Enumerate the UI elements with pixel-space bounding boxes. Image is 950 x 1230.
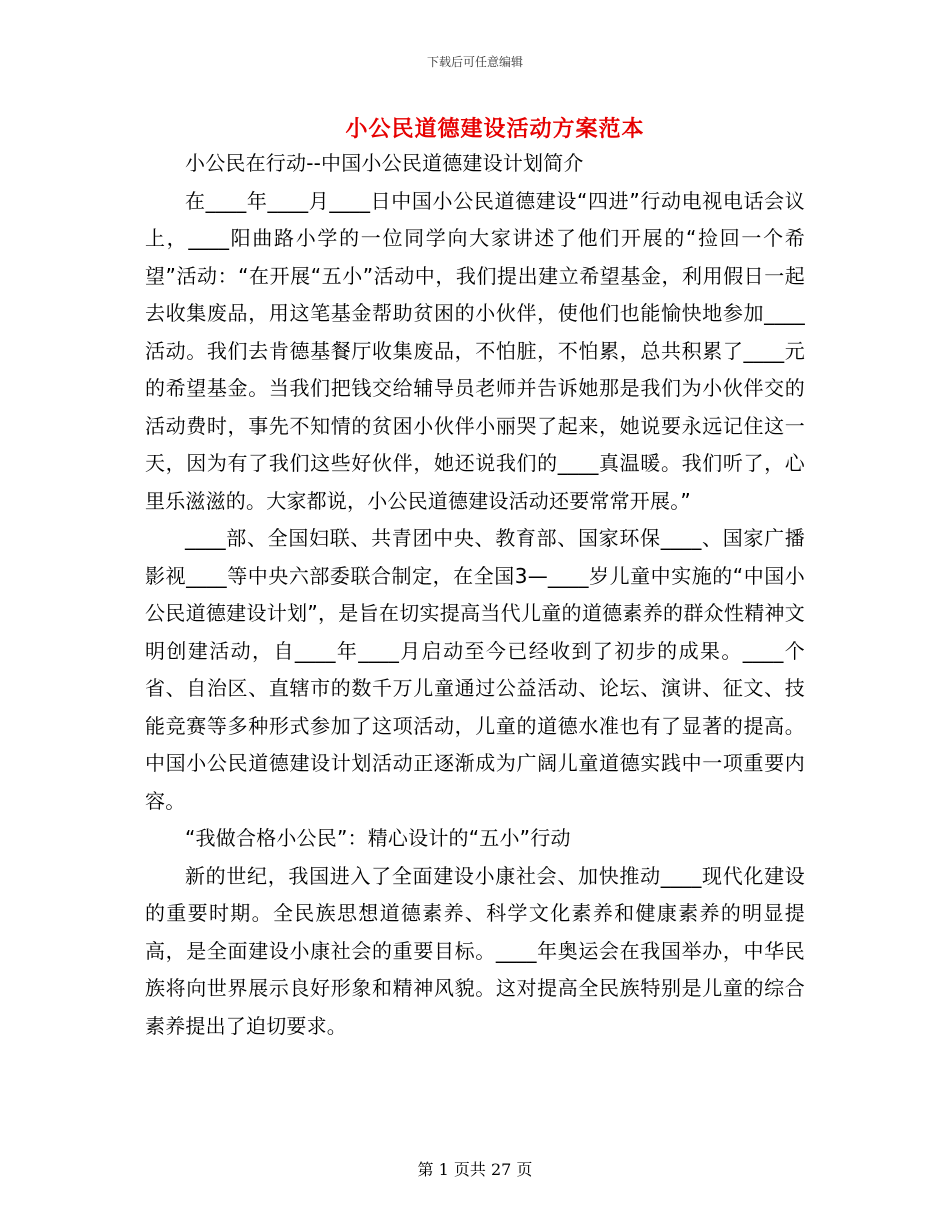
paragraph-new-century: 新的世纪，我国进入了全面建设小康社会、加快推动____现代化建设的重要时期。全民族思想道德素养、科学文化素养和健康素养的明显提高，是全面建设小康社会的重要目标。____年奥运会在我国举办，中华民族将向世界展示良好形象和精神风貌。这对提高全民族特别是儿童的综合素养提出了迫切要求。 <box>145 863 805 1038</box>
paragraph-plan-overview: ____部、全国妇联、共青团中央、教育部、国家环保____、国家广播影视____等中央六部委联合制定，在全国3—____岁儿童中实施的“中国小公民道德建设计划”，是旨在切实提高当代儿童的道德素养的群众性精神文明创建活动，自____年____月启动至今已经收到了初步的成果。____个省、自治区、直辖市的数千万儿童通过公益活动、论坛、演讲、征文、技能竞赛等多种形式参加了这项活动，儿童的道德水准也有了显著的提高。中国小公民道德建设计划活动正逐渐成为广阔儿童道德实践中一项重要内容。 <box>145 526 805 813</box>
page-header-note: 下载后可任意编辑 <box>426 55 523 69</box>
document-body <box>145 145 805 1045</box>
document-title: 小公民道德建设活动方案范本 <box>345 116 645 142</box>
paragraph-section-heading: “我做合格小公民”：精心设计的“五小”行动 <box>185 826 571 850</box>
page-number: 第 1 页共 27 页 <box>417 1160 533 1179</box>
paragraph-intro-heading: 小公民在行动--中国小公民道德建设计划简介 <box>185 151 584 175</box>
paragraph-story: 在____年____月____日中国小公民道德建设“四进”行动电视电话会议上，____阳曲路小学的一位同学向大家讲述了他们开展的“捡回一个希望”活动：“在开展“五小”活动中，我们提出建立希望基金，利用假日一起去收集废品，用这笔基金帮助贫困的小伙伴，使他们也能愉快地参加____活动。我们去肯德基餐厅收集废品，不怕脏，不怕累，总共积累了____元的希望基金。当我们把钱交给辅导员老师并告诉她那是我们为小伙伴交的活动费时，事先不知情的贫困小伙伴小丽哭了起来，她说要永远记住这一天，因为有了我们这些好伙伴，她还说我们的____真温暖。我们听了，心里乐滋滋的。大家都说，小公民道德建设活动还要常常开展。” <box>145 188 805 513</box>
